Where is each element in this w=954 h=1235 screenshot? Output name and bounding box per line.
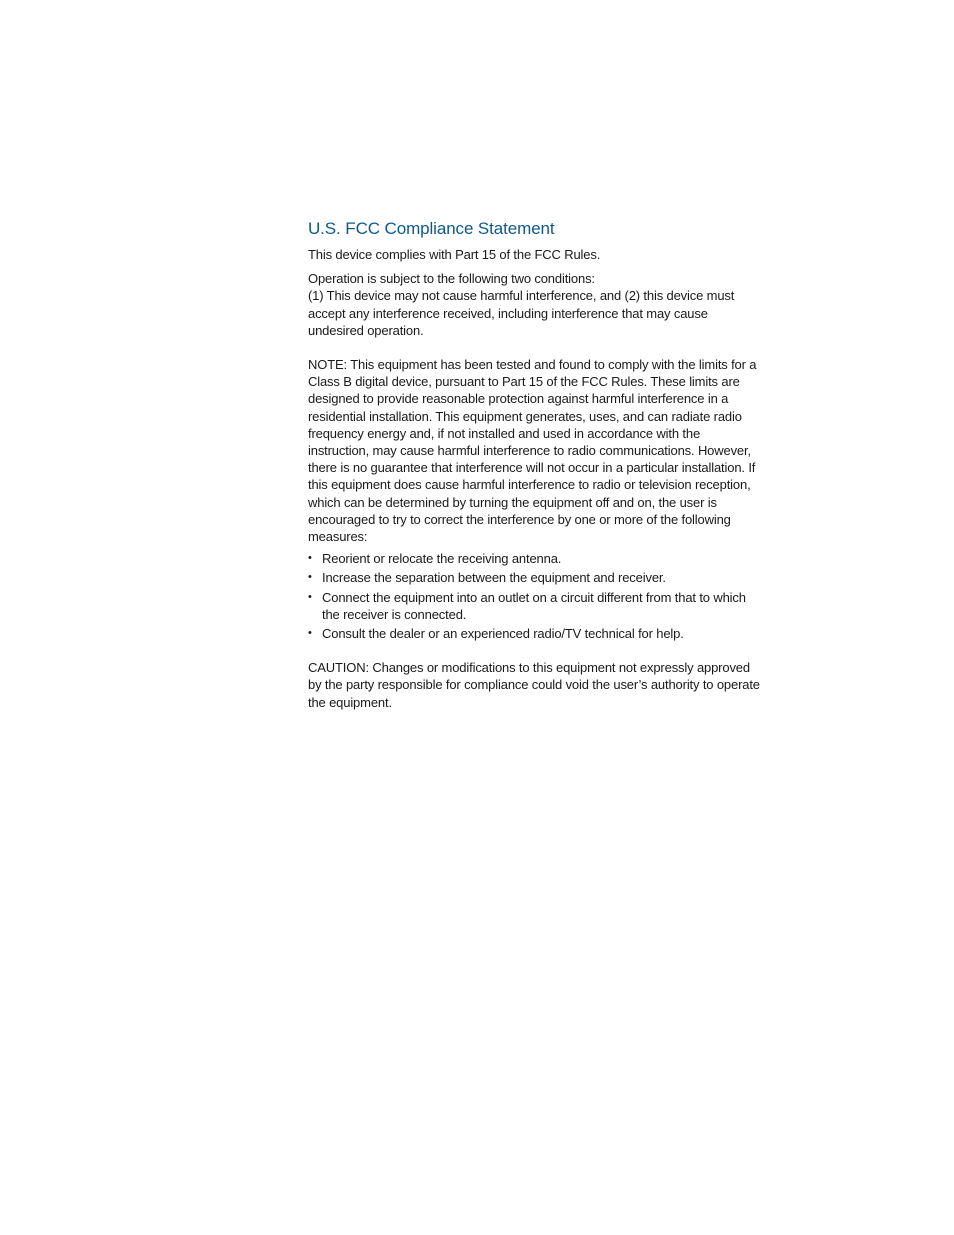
conditions-paragraph: (1) This device may not cause harmful interference, and (2) this device must accept any interference received, including interference that may cause undesired operation. (308, 288, 735, 338)
list-item (308, 550, 760, 567)
measure-text: Connect the equipment into an outlet on a circuit different from that to which the receiver is connected. (322, 589, 746, 622)
list-item (308, 569, 760, 586)
bullet-icon: • (308, 571, 312, 584)
measure-text: Consult the dealer or an experienced radio/TV technical for help. (322, 626, 684, 642)
fcc-statement-section (308, 218, 760, 711)
caution-paragraph: CAUTION: Changes or modifications to this equipment not expressly approved by the party responsible for compliance could void the user’s authority to operate the equipment. (308, 660, 760, 710)
measure-text: Reorient or relocate the receiving antenna. (322, 551, 562, 567)
bullet-icon: • (308, 590, 312, 603)
bullet-icon: • (308, 552, 312, 565)
list-item (308, 625, 760, 642)
bullet-icon: • (308, 627, 312, 640)
measure-text: Increase the separation between the equipment and receiver. (322, 570, 666, 586)
measures-list (308, 550, 760, 642)
list-item (308, 589, 760, 623)
note-paragraph: NOTE: This equipment has been tested and found to comply with the limits for a Class B digital device, pursuant to Part 15 of the FCC Rules. These limits are designed to provide reasonable protection against harmful interference in a residential installation. This equipment generates, uses, and can radiate radio frequency energy and, if not installed and used in accordance with the instruction, may cause harmful interference to radio communications. However, there is no guarantee that interference will not occur in a particular installation. If this equipment does cause harmful interference to radio or television reception, which can be determined by turning the equipment off and on, the user is encouraged to try to correct the interference by one or more of the following measures: (308, 357, 757, 545)
page-title: U.S. FCC Compliance Statement (308, 219, 555, 238)
intro-paragraph: This device complies with Part 15 of the FCC Rules. (308, 247, 601, 262)
conditions-heading: Operation is subject to the following two conditions: (308, 271, 595, 287)
